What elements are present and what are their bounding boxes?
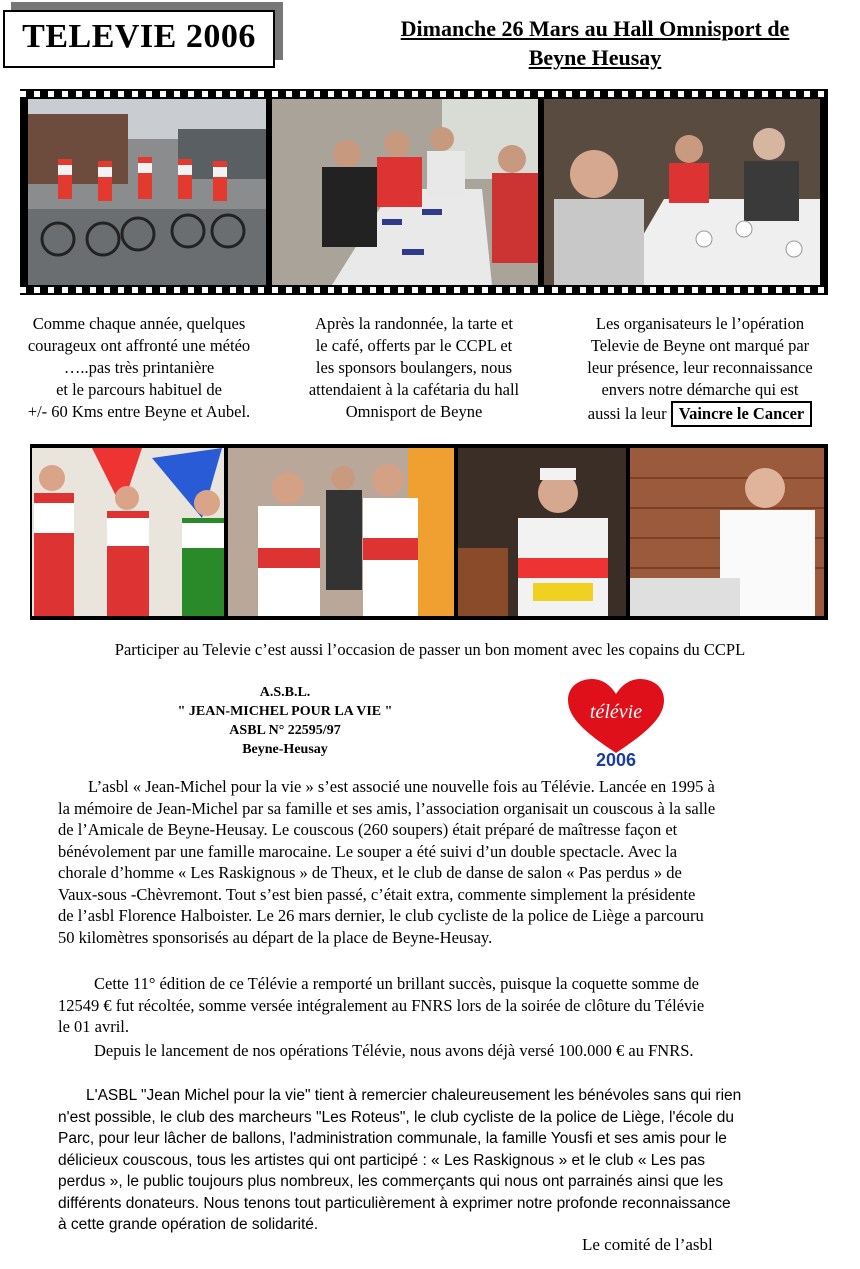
text-line: 50 kilomètres sponsorisés au départ de la place de Beyne-Heusay. — [58, 927, 493, 947]
caption-line: …..pas très printanière — [63, 358, 215, 377]
text-line: différents donateurs. Nous tenons tout particulièrement à exprimer notre profonde reconnaissance — [58, 1194, 731, 1212]
caption-line: Comme chaque année, quelques — [32, 314, 246, 333]
caption-line: +/- 60 Kms entre Beyne et Aubel. — [27, 402, 251, 421]
paragraph-1 — [58, 776, 822, 948]
event-line-1: Dimanche 26 Mars au Hall Omnisport de — [400, 16, 790, 41]
caption-line: le café, offerts par le CCPL et — [315, 336, 513, 355]
text-line: la mémoire de Jean-Michel par sa famille et ses amis, l’association organisait un couscous à la salle — [58, 798, 716, 818]
logo-year: 2006 — [595, 750, 637, 768]
text-line: 12549 € fut récoltée, somme versée intégralement au FNRS lors de la soirée de clôture du Télévie — [58, 995, 705, 1015]
text-line: délicieux couscous, tous les artistes qui ont participé : « Les Raskignous » et le club « Les pas — [58, 1151, 706, 1169]
vaincre-le-cancer-box: Vaincre le Cancer — [671, 401, 813, 427]
caption-cafeteria — [280, 313, 548, 423]
bottom-photo-strip — [30, 444, 828, 620]
text-line: de l’asbl Florence Halboister. Le 26 mars dernier, le club cycliste de la police de Liège a parcouru — [58, 906, 704, 925]
paragraph-4 — [58, 1085, 822, 1236]
asbl-location: Beyne-Heusay — [242, 742, 328, 757]
caption-line: envers notre démarche qui est — [601, 380, 799, 399]
photo-cyclists-start — [28, 99, 266, 285]
title-box — [3, 10, 275, 68]
photo-handshake — [228, 448, 454, 616]
top-photo-strip — [20, 89, 828, 295]
text-line: de l’Amicale de Beyne-Heusay. Le couscous (260 soupers) était préparé de maîtresse façon et — [58, 820, 678, 839]
televie-logo — [566, 678, 666, 768]
caption-line: attendaient à la cafétaria du hall — [308, 380, 520, 399]
text-line: L’asbl « Jean-Michel pour la vie » s’est associé une nouvelle fois au Télévie. Lancée en 1995 à — [88, 777, 715, 796]
caption-cyclists — [8, 313, 270, 423]
text-line: Vaux-sous -Chèvremont. Tout s’est bien passé, c’était extra, commente simplement la présidente — [58, 884, 696, 904]
text-line: Cette 11° édition de ce Télévie a remporté un brillant succès, puisque la coquette somme de — [94, 974, 699, 993]
text-line: L'ASBL "Jean Michel pour la vie" tient à remercier chaleureusement les bénévoles sans qui rien — [86, 1087, 742, 1104]
photo-cyclist-cap — [458, 448, 626, 616]
caption-organisers — [555, 313, 845, 427]
asbl-name: " JEAN-MICHEL POUR LA VIE " — [177, 704, 393, 719]
photo-organisers-table — [544, 99, 820, 285]
caption-line: et le parcours habituel de — [56, 380, 222, 399]
photo-man-eating — [630, 448, 824, 616]
text-line: chorale d’homme « Les Raskignous » de Theux, et le club de danse de salon « Pas perdus » de — [58, 863, 682, 882]
photo-cafeteria-tables — [272, 99, 538, 285]
participer-caption: Participer au Televie c’est aussi l’occasion de passer un bon moment avec les copains du CCPL — [114, 640, 746, 659]
asbl-label: A.S.B.L. — [259, 685, 311, 700]
caption-line: courageux ont affronté une météo — [27, 336, 251, 355]
signature: Le comité de l’asbl — [582, 1235, 713, 1254]
caption-line: leur présence, leur reconnaissance — [587, 358, 813, 377]
caption-line: aussi la leur — [587, 404, 667, 423]
caption-line: Après la randonnée, la tarte et — [315, 314, 513, 333]
caption-line: les sponsors boulangers, nous — [315, 358, 513, 377]
asbl-header — [150, 683, 420, 759]
text-line: n'est possible, le club des marcheurs "Les Roteus", le club cycliste de la police de Liège, l'école du — [58, 1108, 735, 1126]
page-title: TELEVIE 2006 — [22, 18, 256, 55]
text-line: Parc, pour leur lâcher de ballons, l'administration communale, la famille Yousfi et ses amis pour le — [58, 1130, 727, 1147]
logo-word: télévie — [589, 701, 643, 723]
asbl-number: ASBL N° 22595/97 — [229, 723, 341, 738]
paragraph-2 — [58, 973, 822, 1038]
event-line-2: Beyne Heusay — [528, 45, 662, 70]
text-line: le 01 avril. — [58, 1017, 130, 1036]
text-line: à cette grande opération de solidarité. — [58, 1216, 319, 1233]
caption-line: Televie de Beyne ont marqué par — [590, 336, 810, 355]
text-line: bénévolement par une famille marocaine. Le souper a été suivi d’un double spectacle. Avec la — [58, 841, 678, 861]
event-heading — [355, 14, 835, 72]
photo-cyclists-group — [32, 448, 224, 616]
text-line: perdus », le public toujours plus nombreux, les commerçants qui nous ont parrainés ainsi que les — [58, 1173, 724, 1190]
caption-line: Omnisport de Beyne — [345, 402, 483, 421]
caption-line: Les organisateurs le l’opération — [595, 314, 805, 333]
paragraph-3: Depuis le lancement de nos opérations Télévie, nous avons déjà versé 100.000 € au FNRS. — [94, 1041, 694, 1060]
